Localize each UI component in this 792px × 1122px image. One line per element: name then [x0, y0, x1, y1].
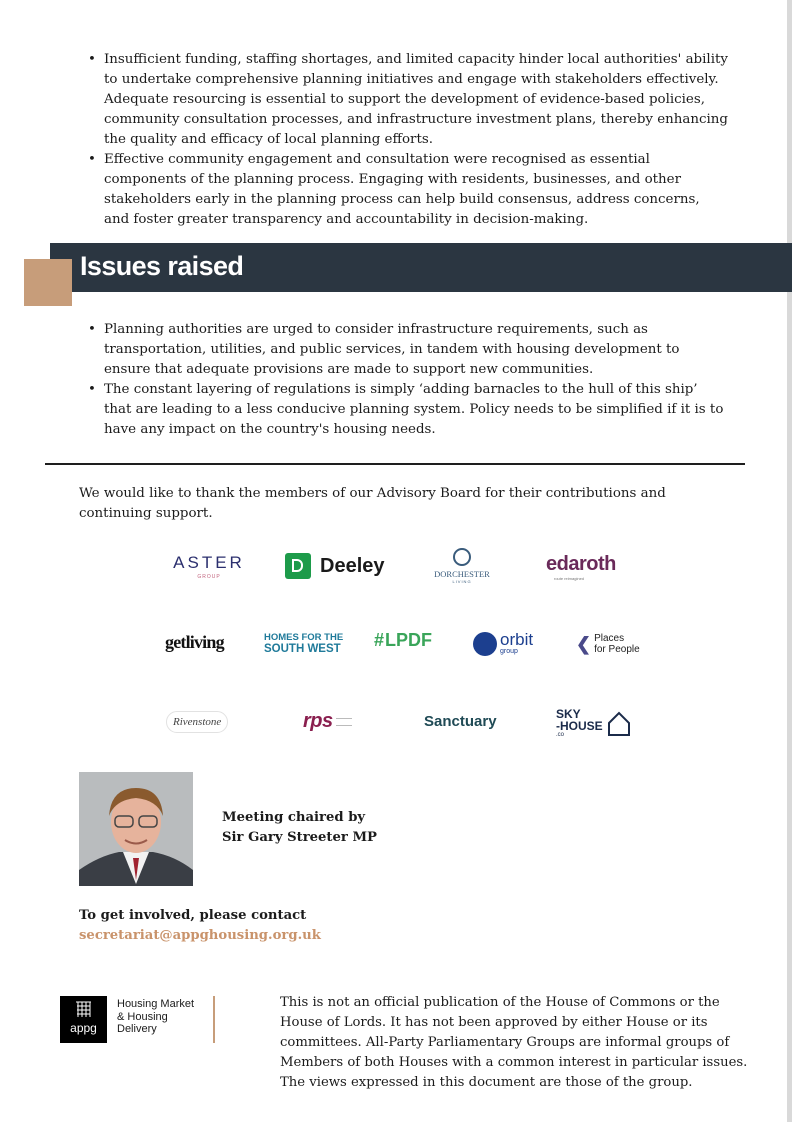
places-for-people-logo: ❮ Places for People [576, 633, 640, 655]
list-item: • Planning authorities are urged to consider infrastructure requirements, such as transportation, utilities, and public services, in tandem with housing development to ensure that adequate provisions are made to support new communities. [88, 320, 728, 380]
section-divider [45, 463, 745, 465]
dorchester-logo: DORCHESTER LIVING [430, 548, 494, 584]
orbit-globe-icon [473, 632, 497, 656]
list-item: • Insufficient funding, staffing shortages, and limited capacity hinder local authorities' ability to undertake comprehensive planning initiatives and engage with stakeholders effectively. Adequate resourcing is essential to support the development of evidence-based policies, community consultation processes, and infrastructure investment plans, thereby enhancing the quality and efficacy of local planning efforts. [88, 50, 728, 150]
issues-list [88, 320, 728, 440]
getliving-logo: getliving [165, 632, 224, 652]
dorchester-emblem-icon [453, 548, 471, 566]
appg-logo [60, 996, 107, 1043]
deeley-mark-icon [285, 553, 311, 579]
list-item: • The constant layering of regulations is simply ‘adding barnacles to the hull of this ship’ that are leading to a less conducive planning system. Policy needs to be simplified if it is to have any impact on the country's housing needs. [88, 380, 728, 440]
house-outline-icon [607, 711, 631, 737]
section-heading: Issues raised [80, 251, 244, 281]
rivenstone-logo: Rivenstone [166, 711, 228, 733]
hash-icon: # [374, 630, 385, 650]
orbit-logo: orbit group [473, 631, 533, 656]
footer-accent-rule [213, 996, 215, 1043]
rps-logo: rps [303, 710, 352, 733]
places-chevron-icon: ❮ [576, 633, 592, 654]
aster-logo: ASTER GROUP [173, 553, 245, 580]
rps-tagline-mark [336, 718, 352, 726]
edaroth-logo: edaroth route reimagined [546, 553, 616, 581]
thanks-paragraph: We would like to thank the members of our Advisory Board for their contributions and continuing support. [79, 486, 666, 521]
list-item: • Effective community engagement and consultation were recognised as essential components of the planning process. Engaging with residents, businesses, and other stakeholders early in the planning process can help build consensus, address concerns, and foster greater transparency and accountability in decision-making. [88, 150, 728, 230]
chair-label: Meeting chaired by [222, 810, 366, 825]
homes-for-the-south-west-logo: HOMES FOR THE SOUTH WEST [264, 632, 344, 655]
lpdf-logo: # LPDF [374, 630, 433, 650]
banner-accent-block [24, 259, 72, 306]
disclaimer-text: This is not an official publication of the House of Commons or the House of Lords. It has not been approved by either House or its committees. All-Party Parliamentary Groups are informal groups of Members of both Houses with a common interest in particular issues. The views expressed in this document are those of the group. [280, 995, 748, 1090]
contact-label: To get involved, please contact [79, 908, 307, 923]
portcullis-icon [60, 998, 107, 1020]
sky-house-logo: SKY -HOUSE .co [556, 708, 631, 739]
chair-name: Sir Gary Streeter MP [222, 830, 377, 845]
findings-list [88, 50, 728, 230]
sanctuary-logo: Sanctuary [424, 713, 497, 730]
chair-credit [222, 808, 377, 848]
contact-email-link[interactable]: secretariat@appghousing.org.uk [79, 928, 321, 943]
page-edge [787, 0, 792, 1122]
appg-wordmark: appg [70, 1021, 97, 1035]
group-name: Housing Market & Housing Delivery [117, 998, 195, 1035]
chair-portrait-photo [79, 772, 193, 886]
deeley-logo: Deeley [285, 553, 385, 579]
